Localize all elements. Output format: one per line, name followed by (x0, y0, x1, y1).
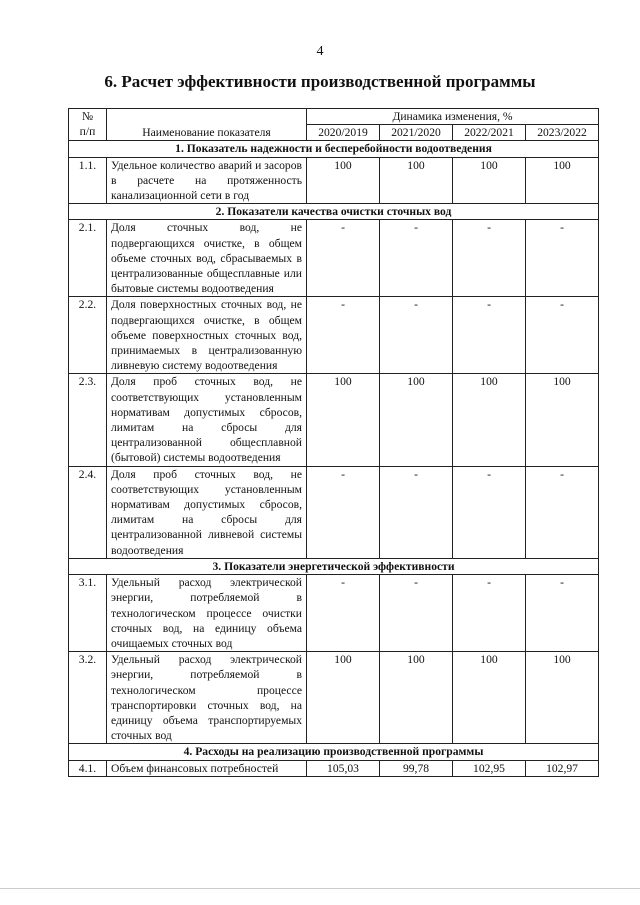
row-value: 99,78 (380, 760, 453, 776)
row-value: - (453, 466, 526, 558)
table-row (69, 760, 599, 776)
row-value: 100 (453, 652, 526, 744)
row-value: 100 (453, 374, 526, 466)
row-value: 100 (526, 157, 599, 204)
row-value: - (453, 220, 526, 297)
row-name: Объем финансовых потребностей (107, 760, 307, 776)
header-year: 2023/2022 (526, 125, 599, 141)
row-value: 100 (453, 157, 526, 204)
row-value: 100 (380, 157, 453, 204)
header-dynamics-label: Динамика изменения, % (307, 109, 599, 125)
row-value: - (453, 297, 526, 374)
row-value: 100 (526, 374, 599, 466)
row-name: Удельный расход электрической энергии, потребляемой в технологическом процессе очистки сточных вод, на единицу объема очищаемых сточных вод (107, 575, 307, 652)
row-value: - (307, 575, 380, 652)
section-row (69, 558, 599, 574)
row-value: - (380, 220, 453, 297)
header-num-sub-label: п/п (79, 125, 96, 139)
row-value: - (307, 220, 380, 297)
row-value: 102,97 (526, 760, 599, 776)
page-number: 4 (316, 44, 324, 59)
row-number: 2.3. (69, 374, 107, 466)
row-number: 2.4. (69, 466, 107, 558)
row-number: 3.1. (69, 575, 107, 652)
row-value: - (526, 220, 599, 297)
row-value: 100 (307, 374, 380, 466)
row-number: 1.1. (69, 157, 107, 204)
row-name: Доля проб сточных вод, не соответствующих установленным нормативам допустимых сбросов, лимитам на сбросы для централизованной ливневой системы водоотведения (107, 466, 307, 558)
row-number: 4.1. (69, 760, 107, 776)
row-value: 102,95 (453, 760, 526, 776)
row-number: 2.2. (69, 297, 107, 374)
header-num-label: № (81, 110, 94, 123)
section-row (69, 744, 599, 760)
row-value: - (380, 466, 453, 558)
row-value: - (526, 466, 599, 558)
row-value: - (380, 297, 453, 374)
row-value: - (526, 297, 599, 374)
row-name: Удельный расход электрической энергии, потребляемой в технологическом процессе транспортировки сточных вод, на единицу объема транспортируемых сточных вод (107, 652, 307, 744)
header-num-cell (69, 109, 107, 141)
row-value: - (307, 466, 380, 558)
section-title: 4. Расходы на реализацию производственной программы (69, 744, 599, 760)
row-name: Доля поверхностных сточных вод, не подвергающихся очистке, в общем объеме поверхностных сточных вод, принимаемых в централизованную ливневую систему водоотведения (107, 297, 307, 374)
row-number: 2.1. (69, 220, 107, 297)
section-title: 3. Показатели энергетической эффективности (69, 558, 599, 574)
row-value: - (380, 575, 453, 652)
table-row (69, 575, 599, 652)
row-name: Доля проб сточных вод, не соответствующих установленным нормативам допустимых сбросов, лимитам на сбросы для централизованной общесплавной (бытовой) системы водоотведения (107, 374, 307, 466)
section-title: 2. Показатели качества очистки сточных вод (69, 204, 599, 220)
row-value: 100 (380, 374, 453, 466)
row-value: 100 (380, 652, 453, 744)
table-row (69, 374, 599, 466)
row-number: 3.2. (69, 652, 107, 744)
table-row (69, 466, 599, 558)
table-row (69, 297, 599, 374)
section-title: 1. Показатель надежности и бесперебойности водоотведения (69, 141, 599, 157)
header-year: 2021/2020 (380, 125, 453, 141)
header-year: 2020/2019 (307, 125, 380, 141)
table-row (69, 157, 599, 204)
row-value: - (526, 575, 599, 652)
row-value: 100 (307, 157, 380, 204)
row-value: 100 (526, 652, 599, 744)
scan-edge-line (0, 888, 640, 889)
page-title: 6. Расчет эффективности производственной программы (104, 72, 536, 91)
row-value: 105,03 (307, 760, 380, 776)
table-row (69, 652, 599, 744)
row-name: Доля сточных вод, не подвергающихся очистке, в общем объеме сточных вод, сбрасываемых в централизованные общесплавные или бытовые системы водоотведения (107, 220, 307, 297)
section-row (69, 204, 599, 220)
table-row (69, 220, 599, 297)
row-value: - (307, 297, 380, 374)
section-row (69, 141, 599, 157)
efficiency-table (68, 108, 599, 777)
table-header-row (69, 109, 599, 125)
row-name: Удельное количество аварий и засоров в расчете на протяженность канализационной сети в год (107, 157, 307, 204)
header-year: 2022/2021 (453, 125, 526, 141)
header-name-label: Наименование показателя (107, 109, 307, 141)
row-value: - (453, 575, 526, 652)
row-value: 100 (307, 652, 380, 744)
